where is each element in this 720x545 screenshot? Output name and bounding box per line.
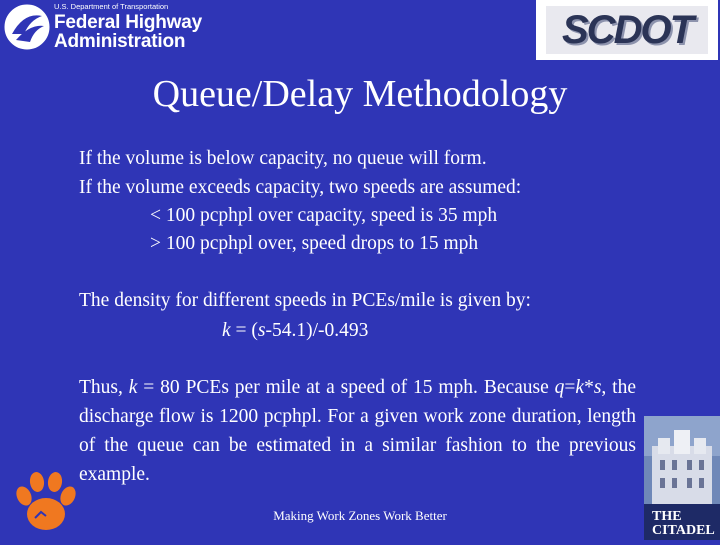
citadel-line1: THE: [652, 509, 682, 524]
para-var-s: s: [593, 377, 602, 398]
scdot-logo: [536, 0, 718, 60]
body-line-2: If the volume exceeds capacity, two speeds are assumed:: [79, 177, 522, 198]
body-line-1: If the volume is below capacity, no queue will form.: [79, 148, 487, 169]
body-line-3: < 100 pcphpl over capacity, speed is 35 mph: [150, 205, 498, 226]
body-paragraph: [79, 373, 636, 489]
para-text-3: =: [564, 377, 576, 398]
tiger-paw-icon: [10, 466, 82, 538]
para-text-1: Thus,: [79, 377, 129, 398]
para-var-q: q: [554, 377, 565, 398]
para-text-5: , the discharge flow is 1200 pcphpl. For a given work zone duration, length of the queue can be estimated in a similar fashion to the previous example.: [79, 377, 637, 485]
citadel-line2: CITADEL: [652, 523, 715, 538]
slide-title: Queue/Delay Methodology: [152, 73, 568, 115]
fhwa-name-line2: Administration: [54, 30, 186, 52]
footer-text: Making Work Zones Work Better: [273, 508, 447, 523]
fhwa-emblem-icon: [4, 4, 50, 50]
density-formula: [222, 320, 368, 342]
citadel-logo: [644, 416, 720, 540]
formula-k: k: [222, 320, 231, 341]
para-text-4: *: [584, 377, 594, 398]
fhwa-name-line1: Federal Highway: [54, 11, 202, 33]
body-line-5: The density for different speeds in PCEs/mile is given by:: [79, 290, 531, 311]
para-var-k: k: [128, 377, 138, 398]
fhwa-department-line: U.S. Department of Transportation: [54, 2, 169, 11]
para-text-2: = 80 PCEs per mile at a speed of 15 mph. Because: [137, 377, 555, 398]
scdot-logo-panel: [546, 6, 708, 54]
body-line-4: > 100 pcphpl over, speed drops to 15 mph: [150, 233, 479, 254]
formula-rest: -54.1)/-0.493: [265, 320, 369, 341]
scdot-logo-text: SCDOT: [562, 7, 692, 52]
para-var-k2: k: [575, 377, 585, 398]
formula-eq: = (: [230, 320, 258, 341]
fhwa-wordmark: [54, 2, 214, 51]
formula-s: s: [257, 320, 266, 341]
